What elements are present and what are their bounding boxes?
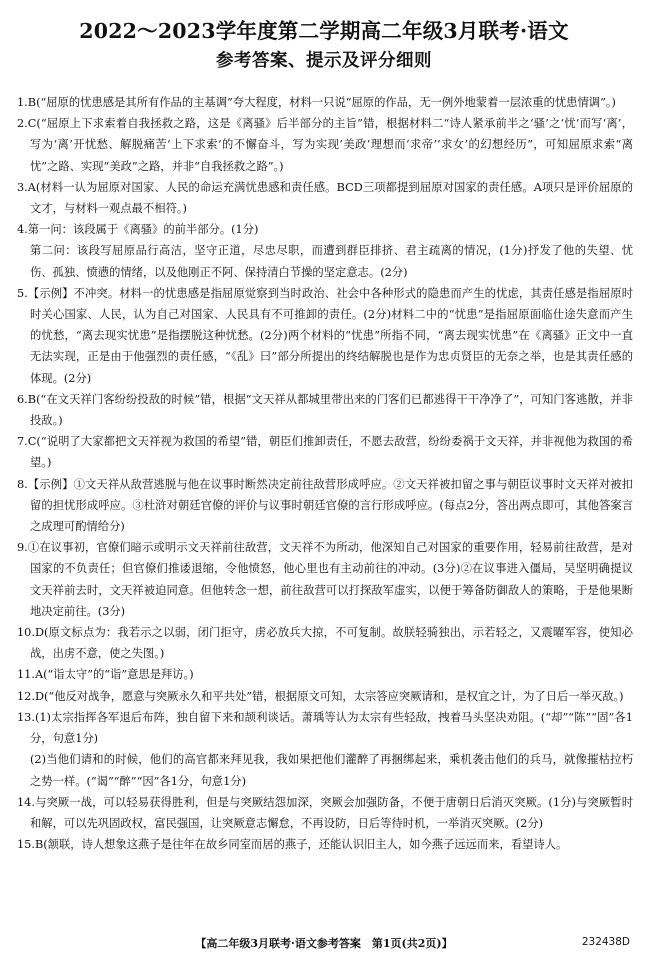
answer-8: 8.【示例】①文天祥从敌营逃脱与他在议事时断然决定前往敌营形成呼应。②文天祥被扣留之事与朝臣议事时文天祥对被扣留的担忧形成呼应。③杜浒对朝廷官僚的评价与议事时朝廷官僚的言行形成呼应。(每点2分，答出两点即可，其他答案言之成理可酌情给分)	[17, 477, 633, 534]
answer-13-part-1: 13.(1)太宗指挥各军退后布阵，独自留下来和颉利谈话。萧瑀等认为太宗有些轻敌，拽着马头坚决劝阻。(“却”“陈”“固”各1分，句意1分)	[17, 710, 633, 746]
answer-11: 11.A(“诣太守”的“诣”意思是拜访。)	[17, 668, 194, 682]
answer-9: 9.①在议事初，官僚们暗示或明示文天祥前往敌营，文天祥不为所动，他深知自己对国家的重要作用，轻易前往敌营，是对国家的不负责任；但官僚们推诿退缩，令他愤怒，他心里也有主动前往的冲动。(3分)②在议事进入僵局，吴坚明确提议文天祥前去时，文天祥被迫同意。但他转念一想，前往敌营可以打探敌军虚实，以便于筹备防御敌人的策略，于是他果断地决定前往。(3分)	[17, 541, 633, 618]
answer-7: 7.C(“说明了大家都把文天祥视为救国的希望”错，朝臣们推卸责任，不愿去敌营，纷纷委祸于文天祥，并非视他为救国的希望。)	[17, 435, 633, 470]
answer-12: 12.D(“他反对战争，愿意与突厥永久和平共处”错，根据原文可知，太宗答应突厥请和，是权宜之计，为了日后一举灭敌。)	[17, 689, 624, 703]
answer-5: 5.【示例】不冲突。材料一的忧患感是指屈原觉察到当时政治、社会中各种形式的隐患而产生的忧虑，其责任感是指屈原时时关心国家、人民，认为自己对国家、人民具有不可推卸的责任。(2分)材料二中的“忧患”是指屈原面临仕途失意而产生的忧愁，“离去现实忧患”是指摆脱这种忧愁。(2分)两个材料的“忧患”所指不同，“离去现实忧患”在《离骚》正文中一直无法实现，正是由于他强烈的责任感，“《乱》曰”部分所提出的终结解脱也是作为忠贞贤臣的无奈之举，也是其责任感的体现。(2分)	[17, 286, 633, 385]
answer-1: 1.B(“屈原的忧患感是其所有作品的主基调”夸大程度，材料一只说“屈原的作品，无一例外地蒙着一层浓重的忧患情调”。)	[17, 96, 616, 109]
answer-4-part-1: 4.第一问：该段属于《离骚》的前半部分。(1分)	[17, 223, 259, 237]
answer-list	[17, 92, 633, 855]
answer-10: 10.D(原文标点为：我若示之以弱，闭门拒守，虏必放兵大掠，不可复制。故朕轻骑独出，示若轻之，又震曜军容，使知必战，出虏不意，使之失图。)	[17, 626, 633, 661]
answer-14: 14.与突厥一战，可以轻易获得胜利，但是与突厥结怨加深，突厥会加强防备，不便于唐朝日后消灭突厥。(1分)与突厥暂时和解，可以先巩固政权，富民强国，让突厥意志懈怠，不再设防，日后等待时机，一举消灭突厥。(2分)	[17, 795, 633, 830]
page-title: 2022～2023学年度第二学期高二年级3月联考·语文	[79, 19, 569, 43]
answer-15: 15.B(颔联，诗人想象这燕子是往年在故乡同室而居的燕子，还能认识旧主人，如今燕子远远而来，看望诗人。	[17, 838, 568, 852]
answer-2: 2.C(“屈原上下求索着自我拯救之路，这是《离骚》后半部分的主旨”错，根据材料二“诗人紧承前半之‘骚’之‘忧’而写‘离’，写为‘离’开忧愁、解脱痛苦‘上下求索’的不懈奋斗，写为实现‘美政’理想而‘求帝’‘求女’的幻想经历”，可知屈原求索“离忧”之路、实现“美政”之路，并非“自我拯救之路”。)	[17, 117, 633, 173]
answer-13-part-2: (2)当他们请和的时候，他们的高官都来拜见我，我如果把他们灌醉了再捆绑起来，乘机袭击他们的兵马，就像摧枯拉朽之势一样。(“谒”“醉”“因”各1分，句意1分)	[30, 753, 633, 788]
page-subtitle: 参考答案、提示及评分细则	[216, 51, 432, 71]
page-footer: 【高二年级3月联考·语文参考答案 第1页(共2页)】	[195, 937, 453, 950]
answer-4-part-2: 第二问：该段写屈原品行高洁，坚守正道，尽忠尽职，而遭到群臣排挤、君主疏离的情况，(1分)抒发了他的失望、忧伤、孤独、愤懑的情绪，以及他刚正不阿、保持清白节操的坚定意志。(2分)	[30, 244, 633, 279]
document-code: 232438D	[581, 936, 630, 948]
answer-6: 6.B(“在文天祥门客纷纷投敌的时候”错，根据“文天祥从都城里带出来的门客们已都逃得干干净净了”，可知门客逃散，并非投敌。)	[17, 392, 633, 428]
answer-3: 3.A(材料一认为屈原对国家、人民的命运充满忧患感和责任感。BCD三项都提到屈原对国家的责任感。A项只是评价屈原的文才，与材料一观点最不相符。)	[17, 180, 633, 216]
